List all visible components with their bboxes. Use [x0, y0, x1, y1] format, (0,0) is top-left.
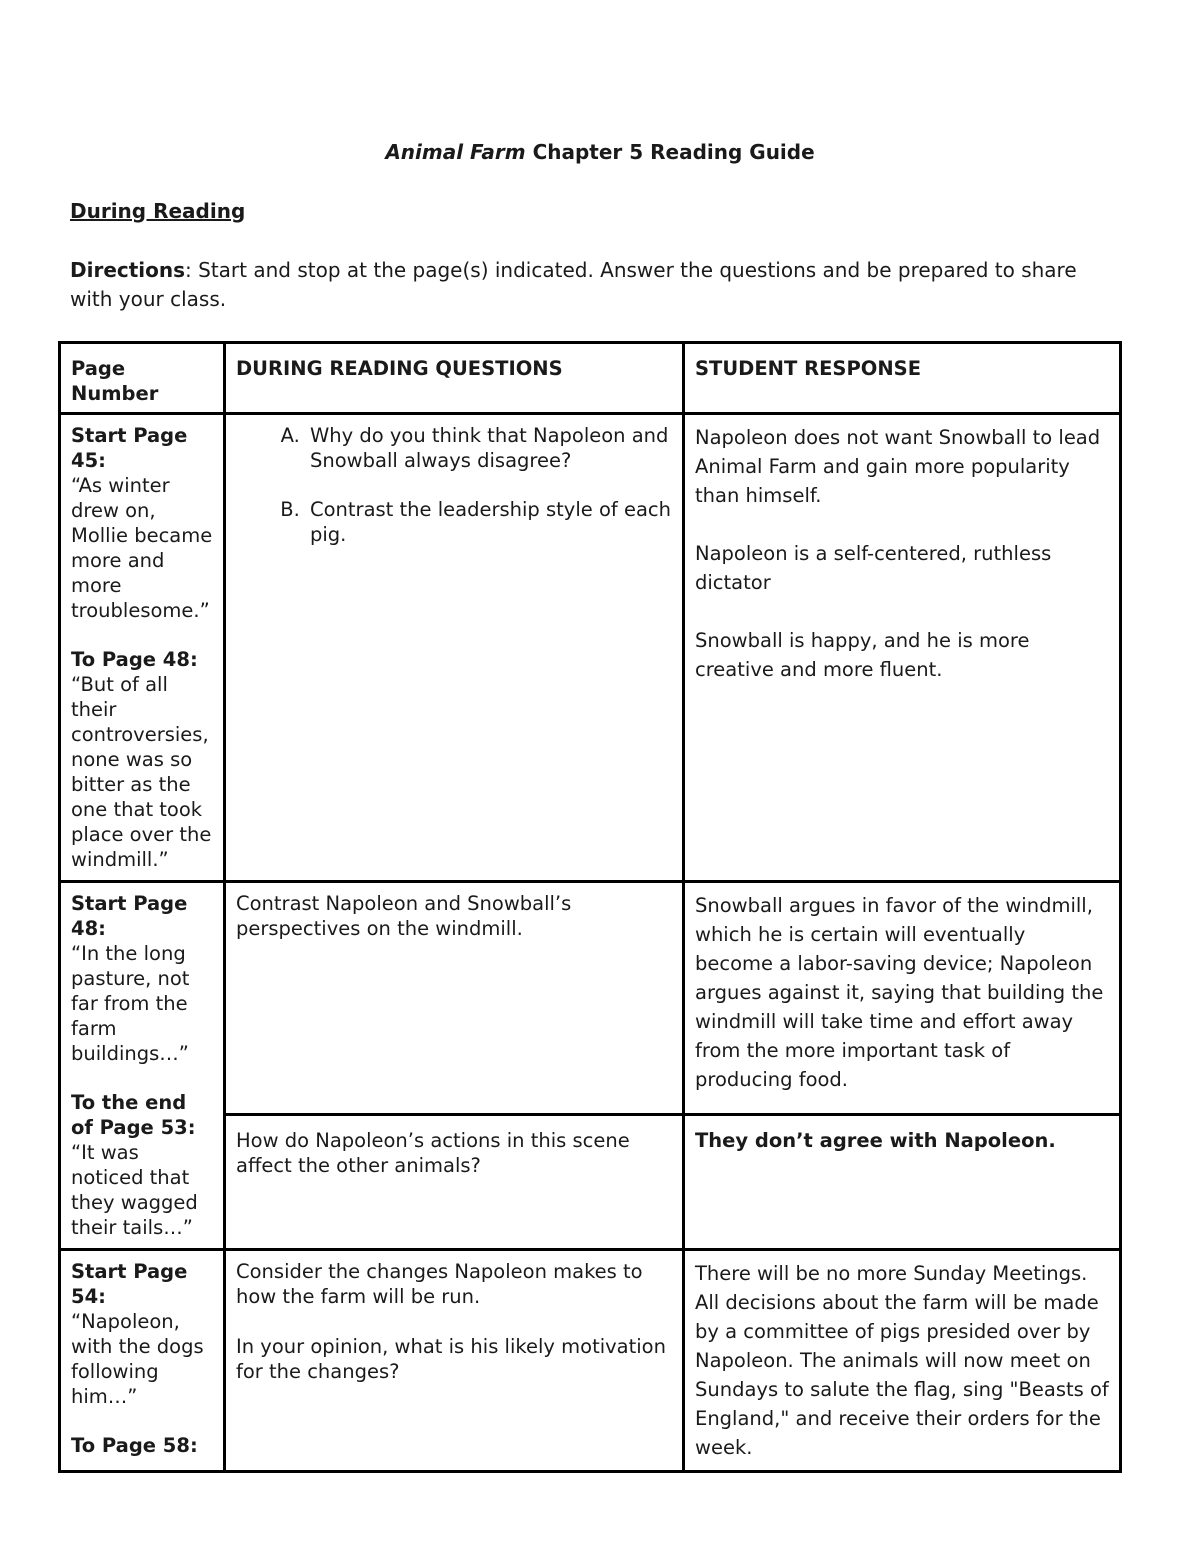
end-page-colon: :: [187, 1116, 196, 1139]
response-cell: [684, 882, 1121, 1115]
question-text: How do Napoleon’s actions in this scene affect the other animals?: [236, 1129, 630, 1178]
start-page-block: [71, 891, 213, 1066]
end-page-block: [71, 1090, 213, 1240]
question-text: Contrast Napoleon and Snowball’s perspectives on the windmill.: [236, 892, 572, 940]
directions-text: : Start and stop at the page(s) indicated. Answer the questions and be prepared to share with your class.: [70, 258, 1077, 311]
response-paragraph: Napoleon does not want Snowball to lead Animal Farm and gain more popularity than himself.: [695, 426, 1101, 507]
header-questions: DURING READING QUESTIONS: [225, 343, 684, 414]
end-page-label: To Page 48: [71, 648, 190, 671]
page-range-cell: [60, 882, 225, 1250]
start-quote: “As winter drew on, Mollie became more and more troublesome.”: [71, 474, 213, 622]
response-paragraph: They don’t agree with Napoleon.: [695, 1129, 1056, 1153]
table-row: [60, 882, 1121, 1115]
end-page-colon: :: [189, 1434, 198, 1457]
end-page-block: [71, 647, 213, 872]
end-quote: “But of all their controversies, none was so bitter as the one that took place over the windmill.”: [71, 673, 212, 871]
questions-cell: [225, 414, 684, 882]
reading-guide-table: [58, 341, 1122, 1473]
question-text: Consider the changes Napoleon makes to how the farm will be run.: [236, 1260, 643, 1308]
start-quote: “Napoleon, with the dogs following him…”: [71, 1310, 204, 1408]
start-page-colon: :: [98, 1285, 106, 1308]
page-title: [0, 140, 1200, 164]
end-page-label: To Page 58: [71, 1434, 190, 1457]
end-quote: “It was noticed that they wagged their tails…”: [71, 1141, 198, 1239]
response-paragraph: There will be no more Sunday Meetings. All decisions about the farm will be made by a committee of pigs presided over by Napoleon. The animals will now meet on Sundays to salute the flag, sing "Beasts of England," and receive their orders for the week.: [695, 1262, 1109, 1459]
question-list: [236, 423, 672, 547]
question-text: In your opinion, what is his likely motivation for the changes?: [236, 1335, 666, 1383]
title-book-name: Animal Farm: [385, 140, 526, 164]
end-page-colon: :: [189, 648, 198, 671]
response-paragraph: Napoleon is a self-centered, ruthless dictator: [695, 542, 1052, 594]
header-student-response: STUDENT RESPONSE: [684, 343, 1121, 414]
start-page-label: Start Page 48: [71, 892, 188, 940]
table-row: [60, 1250, 1121, 1472]
response-cell: [684, 414, 1121, 882]
start-quote: “In the long pasture, not far from the farm buildings…”: [71, 942, 190, 1065]
section-heading: During Reading: [70, 199, 246, 223]
response-paragraph: Snowball argues in favor of the windmill, which he is certain will eventually become a labor-saving device; Napoleon argues against it, saying that building the windmill will take time and effort away from the more important task of producing food.: [695, 894, 1104, 1091]
title-rest: Chapter 5 Reading Guide: [525, 140, 815, 164]
start-page-colon: :: [98, 449, 106, 472]
questions-cell: [225, 882, 684, 1115]
page-range-cell: [60, 1250, 225, 1472]
table-header-row: [60, 343, 1121, 414]
start-page-block: [71, 1259, 213, 1409]
end-page-block: [71, 1433, 213, 1458]
end-page-label: To the end of Page 53: [71, 1091, 188, 1139]
table-row: [60, 414, 1121, 882]
question-item: A. Why do you think that Napoleon and Snowball always disagree?: [306, 423, 672, 473]
response-cell: [684, 1250, 1121, 1472]
response-cell: [684, 1115, 1121, 1250]
questions-cell: [225, 1250, 684, 1472]
start-page-label: Start Page 54: [71, 1260, 188, 1308]
start-page-colon: :: [98, 917, 106, 940]
page-range-cell: [60, 414, 225, 882]
question-item: B. Contrast the leadership style of each pig.: [306, 497, 672, 547]
directions: [70, 256, 1115, 314]
questions-cell: [225, 1115, 684, 1250]
header-page-number: Page Number: [60, 343, 225, 414]
directions-label: Directions: [70, 258, 186, 282]
response-paragraph: Snowball is happy, and he is more creative and more fluent.: [695, 629, 1030, 681]
start-page-label: Start Page 45: [71, 424, 188, 472]
start-page-block: [71, 423, 213, 623]
